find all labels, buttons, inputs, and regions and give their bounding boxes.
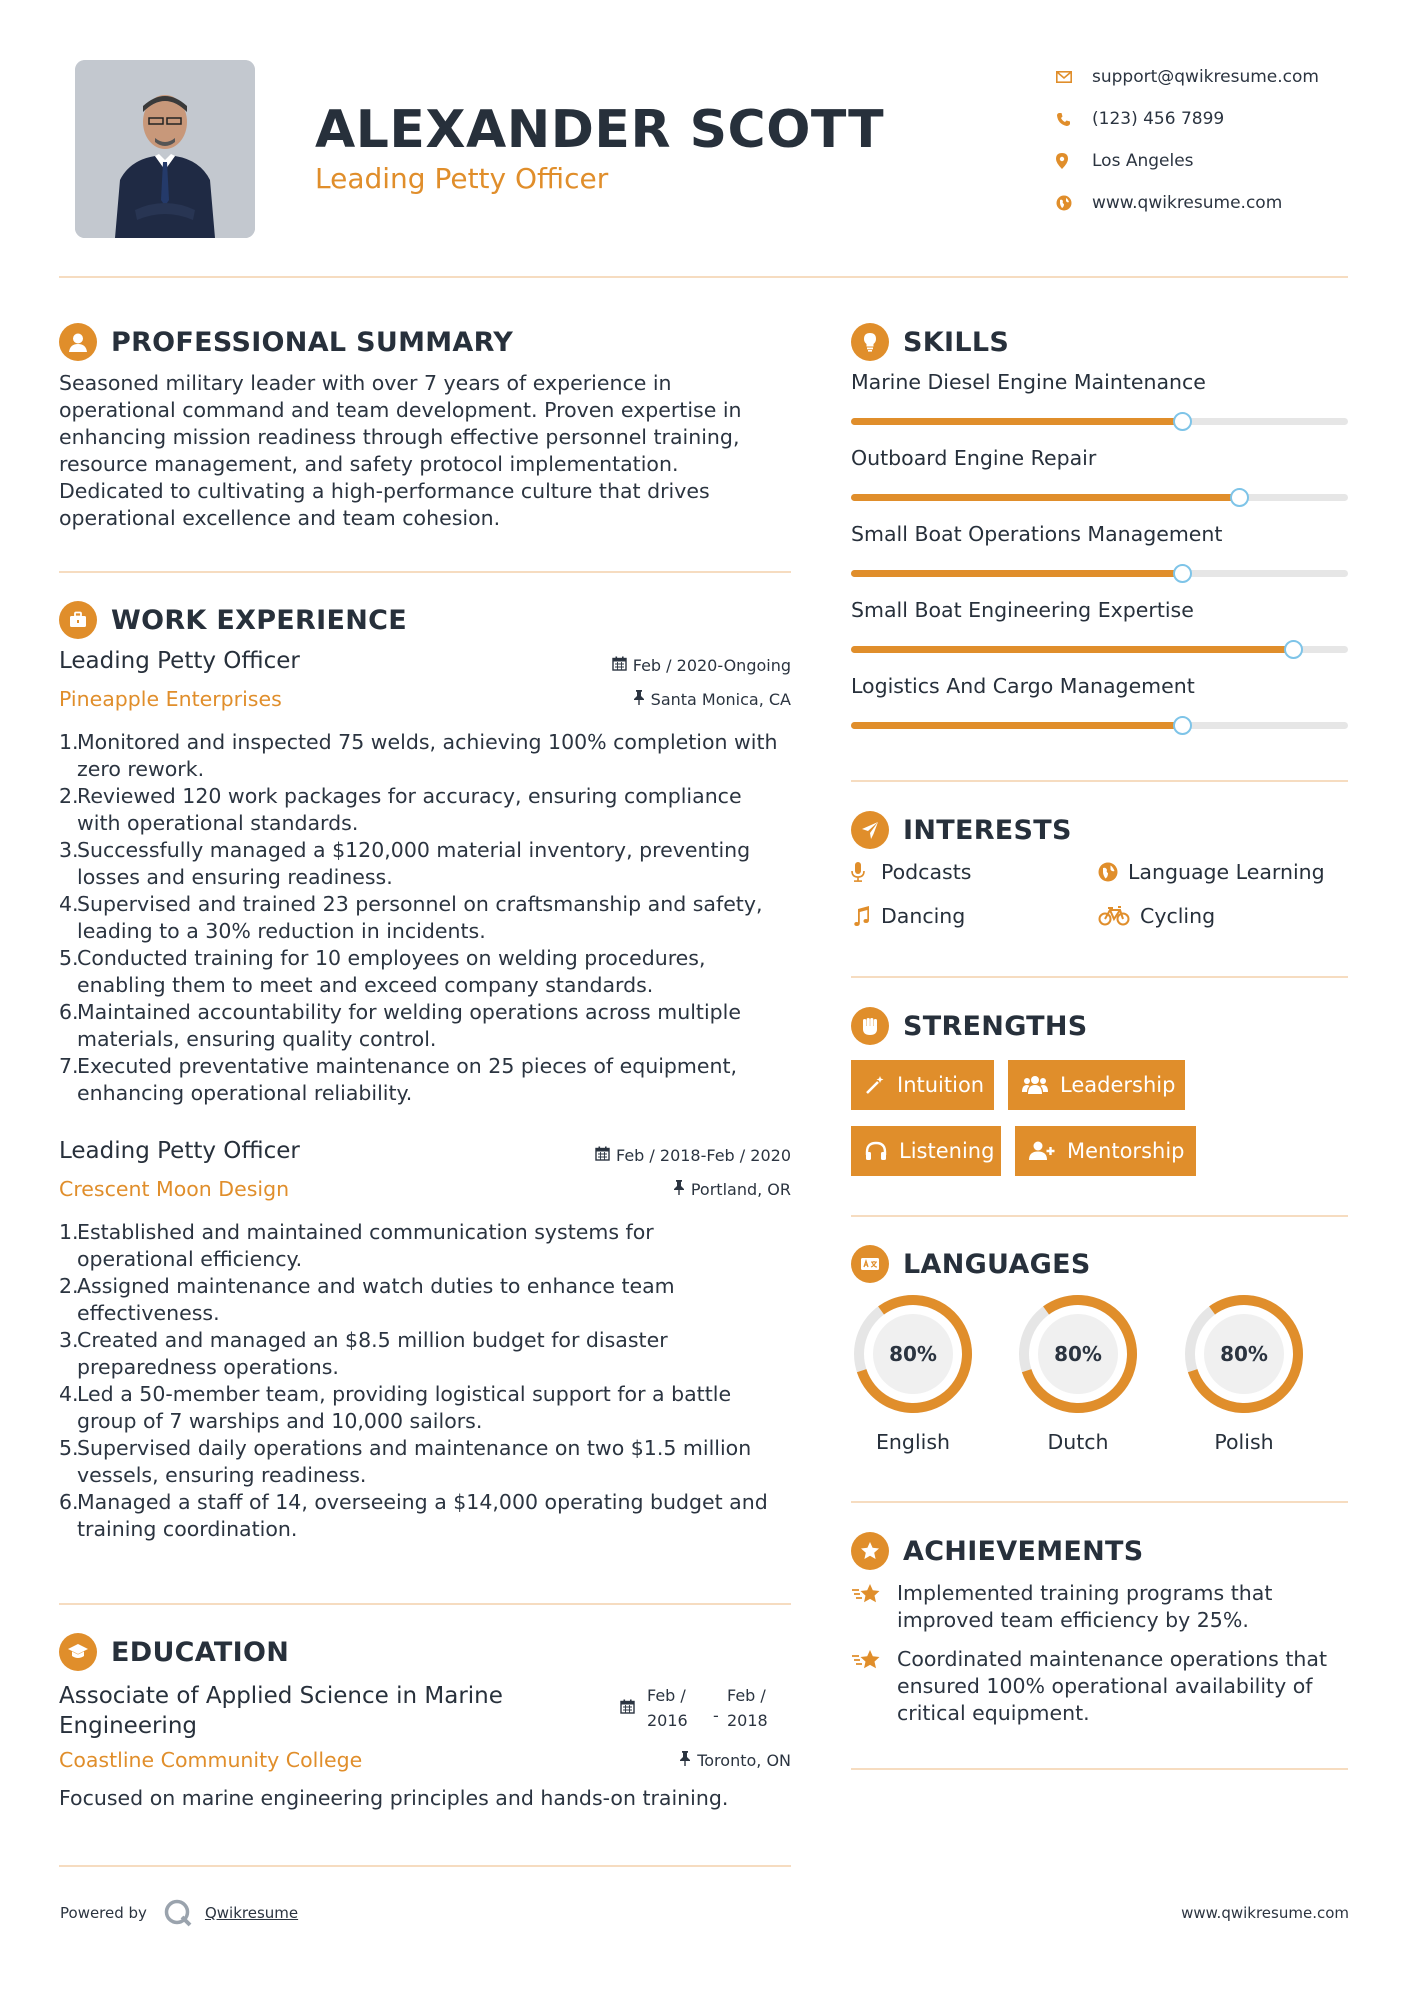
- qwikresume-logo-icon: [163, 1898, 193, 1928]
- list-item: 2. Assigned maintenance and watch duties to enhance team effectiveness.: [59, 1274, 675, 1325]
- pushpin-icon: [679, 1751, 691, 1770]
- contact-location-text: Los Angeles: [1092, 151, 1194, 171]
- contact-list: [1056, 56, 1356, 224]
- achievements-divider: [851, 1768, 1348, 1770]
- skill-level-knob: [1284, 640, 1303, 659]
- education-divider: [59, 1865, 791, 1867]
- education-heading: EDUCATION: [59, 1633, 289, 1671]
- strengths-heading: STRENGTHS: [851, 1007, 1088, 1045]
- languages-heading: LANGUAGES: [851, 1245, 1091, 1283]
- list-item: 6. Managed a staff of 14, overseeing a $14,000 operating budget and training coordination.: [59, 1490, 768, 1541]
- user-plus-icon: [1029, 1141, 1055, 1161]
- work-divider: [59, 1603, 791, 1605]
- list-item: 6. Maintained accountability for welding operations across multiple materials, ensuring quality control.: [59, 1000, 741, 1051]
- bicycle-icon: [1098, 906, 1140, 926]
- pushpin-icon: [673, 1180, 685, 1199]
- job-2-bullets: [59, 1219, 791, 1543]
- skill-level-knob: [1230, 488, 1249, 507]
- candidate-name: ALEXANDER SCOTT: [315, 100, 885, 160]
- interests-heading: INTERESTS: [851, 811, 1072, 849]
- strength-listening: Listening: [851, 1126, 1001, 1176]
- skill-level-track: [851, 494, 1348, 501]
- interest-podcasts: Podcasts: [851, 860, 971, 884]
- calendar-icon: [620, 1696, 635, 1721]
- star-icon: [851, 1646, 897, 1727]
- language-percent-label: 80%: [1054, 1342, 1102, 1366]
- list-item: 1. Established and maintained communication systems for operational efficiency.: [59, 1220, 654, 1271]
- user-icon: [59, 323, 97, 361]
- language-card-icon: [851, 1245, 889, 1283]
- strength-intuition: Intuition: [851, 1060, 994, 1110]
- footer-website[interactable]: www.qwikresume.com: [1181, 1904, 1349, 1922]
- skill-level-track: [851, 722, 1348, 729]
- education-location: Toronto, ON: [679, 1751, 791, 1770]
- skill-level-knob: [1173, 564, 1192, 583]
- magic-wand-icon: [865, 1075, 885, 1095]
- language-ring: [851, 1292, 975, 1420]
- calendar-icon: [595, 1146, 610, 1165]
- strengths-divider: [851, 1215, 1348, 1217]
- users-icon: [1022, 1075, 1048, 1095]
- star-icon: [851, 1580, 897, 1634]
- microphone-icon: [851, 862, 881, 882]
- list-item: 5. Supervised daily operations and maintenance on two $1.5 million vessels, ensuring readiness.: [59, 1436, 752, 1487]
- language-percent-label: 80%: [889, 1342, 937, 1366]
- language-percent-label: 80%: [1220, 1342, 1268, 1366]
- achievements-heading: ACHIEVEMENTS: [851, 1532, 1144, 1570]
- language-name: Dutch: [1047, 1430, 1109, 1454]
- star-badge-icon: [851, 1532, 889, 1570]
- job-1-location: Santa Monica, CA: [633, 690, 791, 709]
- skill-name: Outboard Engine Repair: [851, 446, 1097, 470]
- globe-icon: [1098, 862, 1128, 882]
- skill-name: Logistics And Cargo Management: [851, 674, 1195, 698]
- skills-divider: [851, 780, 1348, 782]
- list-item: 5. Conducted training for 10 employees on welding procedures, enabling them to meet and exceed company standards.: [59, 946, 706, 997]
- interest-cycling: Cycling: [1098, 904, 1215, 928]
- list-item: 3. Created and managed an $8.5 million budget for disaster preparedness operations.: [59, 1328, 668, 1379]
- footer-brand-link[interactable]: Qwikresume: [204, 1904, 299, 1922]
- job-1-title: Leading Petty Officer: [59, 648, 300, 674]
- contact-phone[interactable]: [1056, 98, 1356, 140]
- skill-level-fill: [851, 494, 1239, 501]
- language-ring: [1016, 1292, 1140, 1420]
- profile-photo: [75, 60, 255, 238]
- job-1-date: Feb / 2020-Ongoing: [612, 656, 791, 675]
- globe-icon: [1056, 195, 1092, 211]
- achievement-item-2: Coordinated maintenance operations that ensured 100% operational availability of critical equipment.: [851, 1646, 1351, 1727]
- skill-level-track: [851, 570, 1348, 577]
- header-divider: [59, 276, 1348, 278]
- strength-leadership: Leadership: [1008, 1060, 1185, 1110]
- list-item: 3. Successfully managed a $120,000 material inventory, preventing losses and ensuring readiness.: [59, 838, 751, 889]
- education-school: Coastline Community College: [59, 1748, 363, 1772]
- interest-language-learning: Language Learning: [1098, 860, 1325, 884]
- summary-divider: [59, 571, 791, 573]
- calendar-icon: [612, 656, 627, 675]
- summary-heading: PROFESSIONAL SUMMARY: [59, 323, 513, 361]
- education-degree: Associate of Applied Science in Marine Engineering: [59, 1683, 503, 1739]
- contact-website-text: www.qwikresume.com: [1092, 193, 1283, 213]
- contact-location: [1056, 140, 1356, 182]
- skill-level-fill: [851, 646, 1293, 653]
- job-2-location: Portland, OR: [673, 1180, 791, 1199]
- footer-powered-by: Powered by Qwikresume: [60, 1898, 298, 1928]
- phone-icon: [1056, 112, 1092, 127]
- candidate-title: Leading Petty Officer: [315, 162, 609, 195]
- skill-level-track: [851, 646, 1348, 653]
- lightbulb-icon: [851, 323, 889, 361]
- language-ring: [1182, 1292, 1306, 1420]
- job-2-date: Feb / 2018-Feb / 2020: [595, 1146, 791, 1165]
- education-description: Focused on marine engineering principles and hands-on training.: [59, 1786, 729, 1810]
- job-2-company: Crescent Moon Design: [59, 1177, 290, 1201]
- achievement-item-1: Implemented training programs that improved team efficiency by 25%.: [851, 1580, 1351, 1634]
- headphones-icon: [865, 1141, 887, 1161]
- envelope-icon: [1056, 71, 1092, 83]
- list-item: 4. Supervised and trained 23 personnel on craftsmanship and safety, leading to a 30% reduction in incidents.: [59, 892, 763, 943]
- job-2-title: Leading Petty Officer: [59, 1138, 300, 1164]
- skill-name: Small Boat Engineering Expertise: [851, 598, 1194, 622]
- education-date: Feb / 2016 - Feb / 2018: [620, 1683, 777, 1733]
- skill-level-knob: [1173, 716, 1192, 735]
- skill-level-fill: [851, 418, 1182, 425]
- fist-icon: [851, 1007, 889, 1045]
- skill-name: Small Boat Operations Management: [851, 522, 1223, 546]
- interest-dancing: Dancing: [851, 904, 965, 928]
- strength-mentorship: Mentorship: [1015, 1126, 1196, 1176]
- list-item: 7. Executed preventative maintenance on 25 pieces of equipment, enhancing operational reliability.: [59, 1054, 738, 1105]
- skill-level-track: [851, 418, 1348, 425]
- contact-website[interactable]: [1056, 182, 1356, 224]
- language-name: English: [875, 1430, 951, 1454]
- skill-level-fill: [851, 570, 1182, 577]
- languages-divider: [851, 1501, 1348, 1503]
- list-item: 2. Reviewed 120 work packages for accuracy, ensuring compliance with operational standards.: [59, 784, 742, 835]
- language-name: Polish: [1214, 1430, 1274, 1454]
- paper-plane-icon: [851, 811, 889, 849]
- music-note-icon: [851, 906, 881, 926]
- contact-email-text: support@qwikresume.com: [1092, 67, 1319, 87]
- map-pin-icon: [1056, 153, 1092, 169]
- skill-level-fill: [851, 722, 1182, 729]
- summary-text: Seasoned military leader with over 7 years of experience in operational command and team development. Proven expertise in enhancing mission readiness through effective personnel training, resource management, and safety protocol implementation. Dedicated to cultivating a high-performance culture that drives operational excellence and team cohesion.: [59, 371, 742, 530]
- contact-phone-text: (123) 456 7899: [1092, 109, 1225, 129]
- graduation-icon: [59, 1633, 97, 1671]
- interests-divider: [851, 976, 1348, 978]
- skill-name: Marine Diesel Engine Maintenance: [851, 370, 1206, 394]
- work-heading: WORK EXPERIENCE: [59, 601, 407, 639]
- list-item: 4. Led a 50-member team, providing logistical support for a battle group of 7 warships and 10,000 sailors.: [59, 1382, 732, 1433]
- contact-email[interactable]: [1056, 56, 1356, 98]
- job-1-company: Pineapple Enterprises: [59, 687, 282, 711]
- list-item: 1. Monitored and inspected 75 welds, achieving 100% completion with zero rework.: [59, 730, 778, 781]
- job-1-bullets: [59, 729, 791, 1107]
- skills-heading: SKILLS: [851, 323, 1009, 361]
- pushpin-icon: [633, 690, 645, 709]
- skill-level-knob: [1173, 412, 1192, 431]
- briefcase-icon: [59, 601, 97, 639]
